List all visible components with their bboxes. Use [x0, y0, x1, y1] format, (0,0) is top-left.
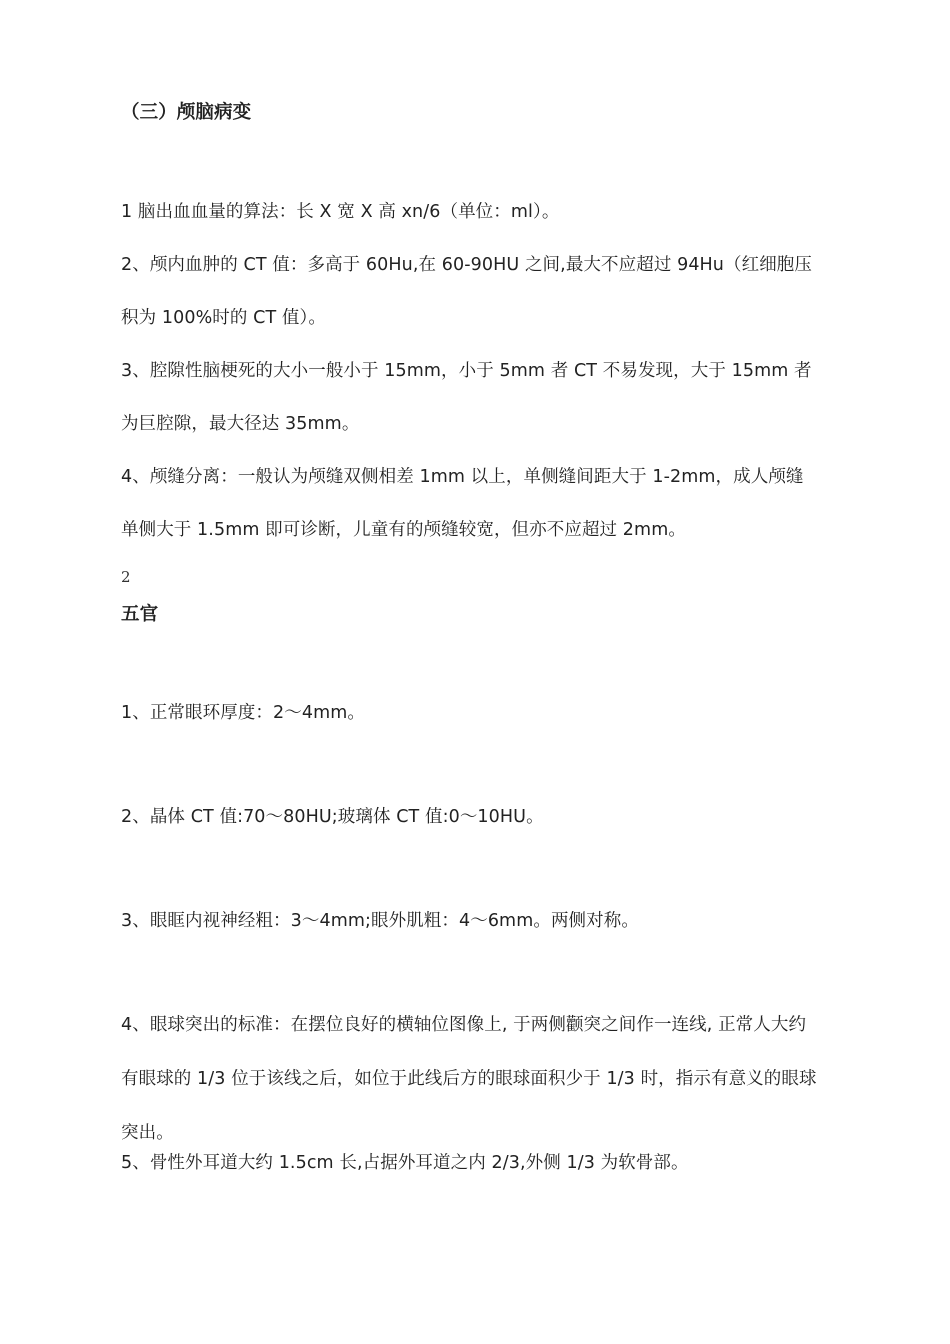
facial-item-4-line-1: 4、眼球突出的标准：在摆位良好的横轴位图像上, 于两侧颧突之间作一连线, 正常人大约 [121, 1015, 807, 1035]
facial-item-2-line-1: 2、晶体 CT 值:70～80HU;玻璃体 CT 值:0～10HU。 [121, 807, 544, 827]
skull-item-3-line-1: 3、腔隙性脑梗死的大小一般小于 15mm，小于 5mm 者 CT 不易发现，大于 15mm 者 [121, 361, 812, 381]
skull-item-2-line-1: 2、颅内血肿的 CT 值：多高于 60Hu,在 60-90HU 之间,最大不应超过 94Hu（红细胞压 [121, 255, 812, 275]
skull-item-4-line-1: 4、颅缝分离：一般认为颅缝双侧相差 1mm 以上，单侧缝间距大于 1-2mm，成人颅缝 [121, 467, 804, 487]
skull-item-4-line-2: 单侧大于 1.5mm 即可诊断，儿童有的颅缝较宽，但亦不应超过 2mm。 [121, 520, 686, 540]
facial-item-4-line-2: 有眼球的 1/3 位于该线之后，如位于此线后方的眼球面积少于 1/3 时，指示有意义的眼球 [121, 1069, 817, 1089]
facial-item-1-line-1: 1、正常眼环厚度：2～4mm。 [121, 703, 365, 723]
facial-item-4-line-3: 突出。 [121, 1123, 174, 1143]
skull-item-1-line-1: 1 脑出血血量的算法：长 X 宽 X 高 xn/6（单位：ml）。 [121, 202, 560, 222]
facial-item-5-line-1: 5、骨性外耳道大约 1.5cm 长,占据外耳道之内 2/3,外侧 1/3 为软骨部。 [121, 1153, 689, 1173]
page-number: 2 [121, 568, 131, 586]
section-heading-facial: 五官 [121, 604, 159, 625]
section-heading-skull: （三）颅脑病变 [121, 102, 252, 123]
skull-item-3-line-2: 为巨腔隙，最大径达 35mm。 [121, 414, 360, 434]
skull-item-2-line-2: 积为 100%时的 CT 值）。 [121, 308, 326, 328]
facial-item-3-line-1: 3、眼眶内视神经粗：3～4mm;眼外肌粗：4～6mm。两侧对称。 [121, 911, 639, 931]
